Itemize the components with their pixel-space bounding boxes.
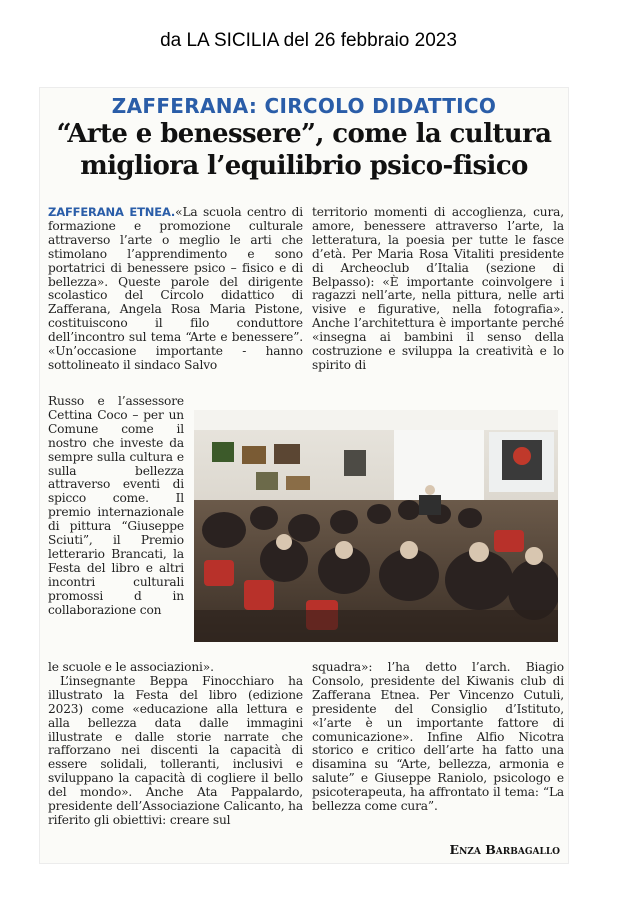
article-headline [40,118,568,182]
source-line: da LA SICILIA del 26 febbraio 2023 [160,30,457,51]
column-3-text: Russo e l’assessore Cettina Coco – per un Comune come il nostro che investe da sempre sulla cultura e sulla bellezza attraverso eventi di spicco come. Il premio internazionale di pittura “Giuseppe Sciuti”, il Premio letterario Brancati, la Festa del libro e altri incontri culturali promossi d in collaborazione con [48,394,184,617]
column-2-text: territorio momenti di accoglienza, cura, amore, benessere attraverso l’arte, la letteratura, la poesia per tutte le fasce d’età. Per Maria Rosa Vitaliti presidente di Archeoclub d’Italia (sezione di Belpasso): «È importante coinvolgere i ragazzi nell’arte, nella pittura, nelle arti visive e figurative, nella fotografia». Anche l’architettura è importante perché «insegna ai bambini il senso della costruzione e sviluppa la creatività e lo spirito di [312,205,564,372]
article-column-1 [48,206,303,373]
audience-photo-illustration [194,410,558,642]
column-4-line-1: le scuole e le associazioni». [48,660,214,674]
article-column-4 [48,661,303,828]
column-4-text: L’insegnante Beppa Finocchiaro ha illustrato la Festa del libro (edizione 2023) come «educazione alla lettura e alla bellezza data dalle immagini illustrate e dalle storie narrate che rafforzano nei discenti la capacità di essere solidali, tolleranti, inclusivi e sviluppano la capacità di cogliere il bello del mondo». Anche Ata Pappalardo, presidente dell’Associazione Calicanto, ha riferito gli obiettivi: creare sul [48,673,303,827]
article-column-3 [48,395,184,618]
article-column-2 [312,206,564,373]
newspaper-clipping [40,88,568,863]
article-kicker: ZAFFERANA: CIRCOLO DIDATTICO [111,94,497,118]
headline-line-2: migliora l’equilibrio psico-fisico [80,151,528,181]
headline-line-1: “Arte e benessere”, come la cultura [56,119,552,149]
event-photo [194,410,558,642]
article-byline: Enza Barbagallo [449,842,560,857]
column-1-text: «La scuola centro di formazione e promozione culturale attraverso l’arte o meglio le arti che stimolano l’apprendimento e sono portatrici di benessere psico – fisico e di bellezza». Queste parole del dirigente scolastico del Circolo didattico di Zafferana, Angela Rosa Maria Pistone, costituiscono il filo conduttore dell’incontro sul tema “Arte e benessere”. «Un’occasione importante - hanno sottolineato il sindaco Salvo [48,205,303,372]
article-column-5 [312,661,564,814]
column-5-text: squadra»: l’ha detto l’arch. Biagio Consolo, presidente del Kiwanis club di Zafferana Etnea. Per Vincenzo Cutuli, presidente del Consiglio d’Istituto, «l’arte è un importante fattore di comunicazione». Infine Alfio Nicotra storico e critico dell’arte ha fatto una disamina su “Arte, bellezza, armonia e salute” e Giuseppe Raniolo, psicologo e psicoterapeuta, ha affrontato il tema: “La bellezza come cura”. [312,660,564,814]
lead-place: ZAFFERANA ETNEA. [48,205,176,219]
